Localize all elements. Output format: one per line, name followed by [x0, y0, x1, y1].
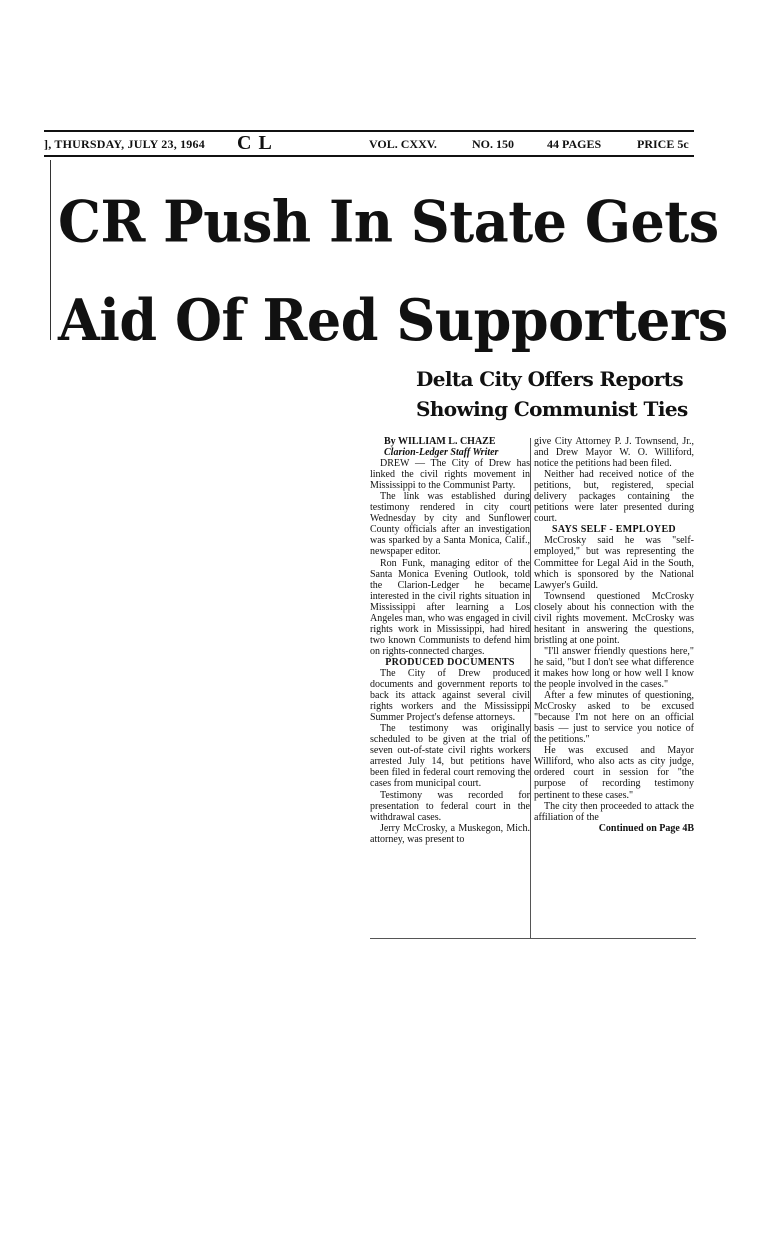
- byline-title: Clarion-Ledger Staff Writer: [384, 447, 499, 459]
- paragraph: Ron Funk, managing editor of the Santa Monica Evening Outlook, told the Clarion-Ledger he became interested in the civil rights situation in Mississippi after learning a Los Angeles man, who was engaged in civil rights work in Mississippi, had hired two known Communists to defend him on rights-connected charges.: [370, 557, 530, 657]
- masthead-volume: VOL. CXXV.: [369, 137, 437, 151]
- byline: By WILLIAM L. CHAZE: [384, 436, 496, 447]
- subheadline-deck: [416, 364, 696, 424]
- subhead-produced-documents: PRODUCED DOCUMENTS: [385, 656, 515, 668]
- paragraph: "I'll answer friendly questions here," he said, "but I don't see what difference it makes how long or how well I know the people involved in the cases.": [534, 645, 694, 691]
- headline-line-1: CR Push In State Gets: [58, 187, 719, 255]
- paragraph: DREW — The City of Drew has linked the civil rights movement in Mississippi to the Communist Party.: [370, 458, 530, 492]
- paragraph: Jerry McCrosky, a Muskegon, Mich. attorney, was present to: [370, 822, 530, 845]
- masthead: [44, 132, 694, 154]
- paragraph: McCrosky said he was "self-employed," but was representing the Committee for Legal Aid in the South, which is sponsored by the National Lawyer's Guild.: [534, 535, 694, 591]
- headline-line-2: Aid Of Red Supporters: [58, 286, 728, 354]
- subhead-says-self-employed: SAYS SELF - EMPLOYED: [552, 524, 676, 536]
- paragraph: The link was established during testimony rendered in city court Wednesday by city and Sunflower County officials after an investigation was sparked by a Santa Monica, Calif., newspaper editor.: [370, 491, 530, 558]
- paragraph: He was excused and Mayor Williford, who also acts as city judge, ordered court in session for "the purpose of recording testimony pertinent to these cases.": [534, 745, 694, 801]
- deck-line-1: Delta City Offers Reports: [416, 367, 683, 391]
- masthead-number: NO. 150: [472, 137, 514, 151]
- continued-line: Continued on Page 4B: [598, 822, 694, 834]
- masthead-pages: 44 PAGES: [547, 137, 602, 151]
- left-margin-rule: [50, 160, 51, 340]
- deck-line-2: Showing Communist Ties: [416, 397, 688, 421]
- paragraph: The City of Drew produced documents and government reports to back its attack against several civil rights workers and the Mississippi Summer Project's defense attorneys.: [370, 667, 530, 724]
- paragraph: Townsend questioned McCrosky closely about his connection with the civil rights movement. McCrosky was hesitant in answering the questions, bristling at one point.: [534, 590, 694, 646]
- paragraph: The city then proceeded to attack the affiliation of the: [534, 800, 694, 823]
- article-bottom-rule: [370, 938, 696, 939]
- masthead-logo: C L: [237, 132, 273, 154]
- masthead-date: ], THURSDAY, JULY 23, 1964: [44, 137, 205, 151]
- article-column-1: [370, 436, 530, 845]
- paragraph: Neither had received notice of the petitions, but, registered, special delivery packages containing the petitions were later presented during court.: [534, 469, 694, 525]
- headline: [58, 172, 728, 369]
- article-column-2: [534, 436, 694, 834]
- paragraph: Testimony was recorded for presentation to federal court in the withdrawal cases.: [370, 789, 530, 823]
- masthead-price: PRICE 5c: [637, 137, 689, 151]
- paragraph: After a few minutes of questioning, McCrosky asked to be excused "because I'm not here on an official basis — just to service you notice of the petitions.": [534, 690, 694, 746]
- column-divider: [530, 438, 531, 938]
- masthead-bottom-rule: [44, 155, 694, 157]
- masthead-top-rule: [44, 130, 694, 132]
- paragraph: The testimony was originally scheduled to be given at the trial of seven out-of-state civil rights workers arrested July 14, but petitions have been filed in federal court removing the cases from municipal court.: [370, 723, 530, 790]
- paragraph: give City Attorney P. J. Townsend, Jr., and Drew Mayor W. O. Williford, notice the petitions had been filed.: [534, 436, 694, 470]
